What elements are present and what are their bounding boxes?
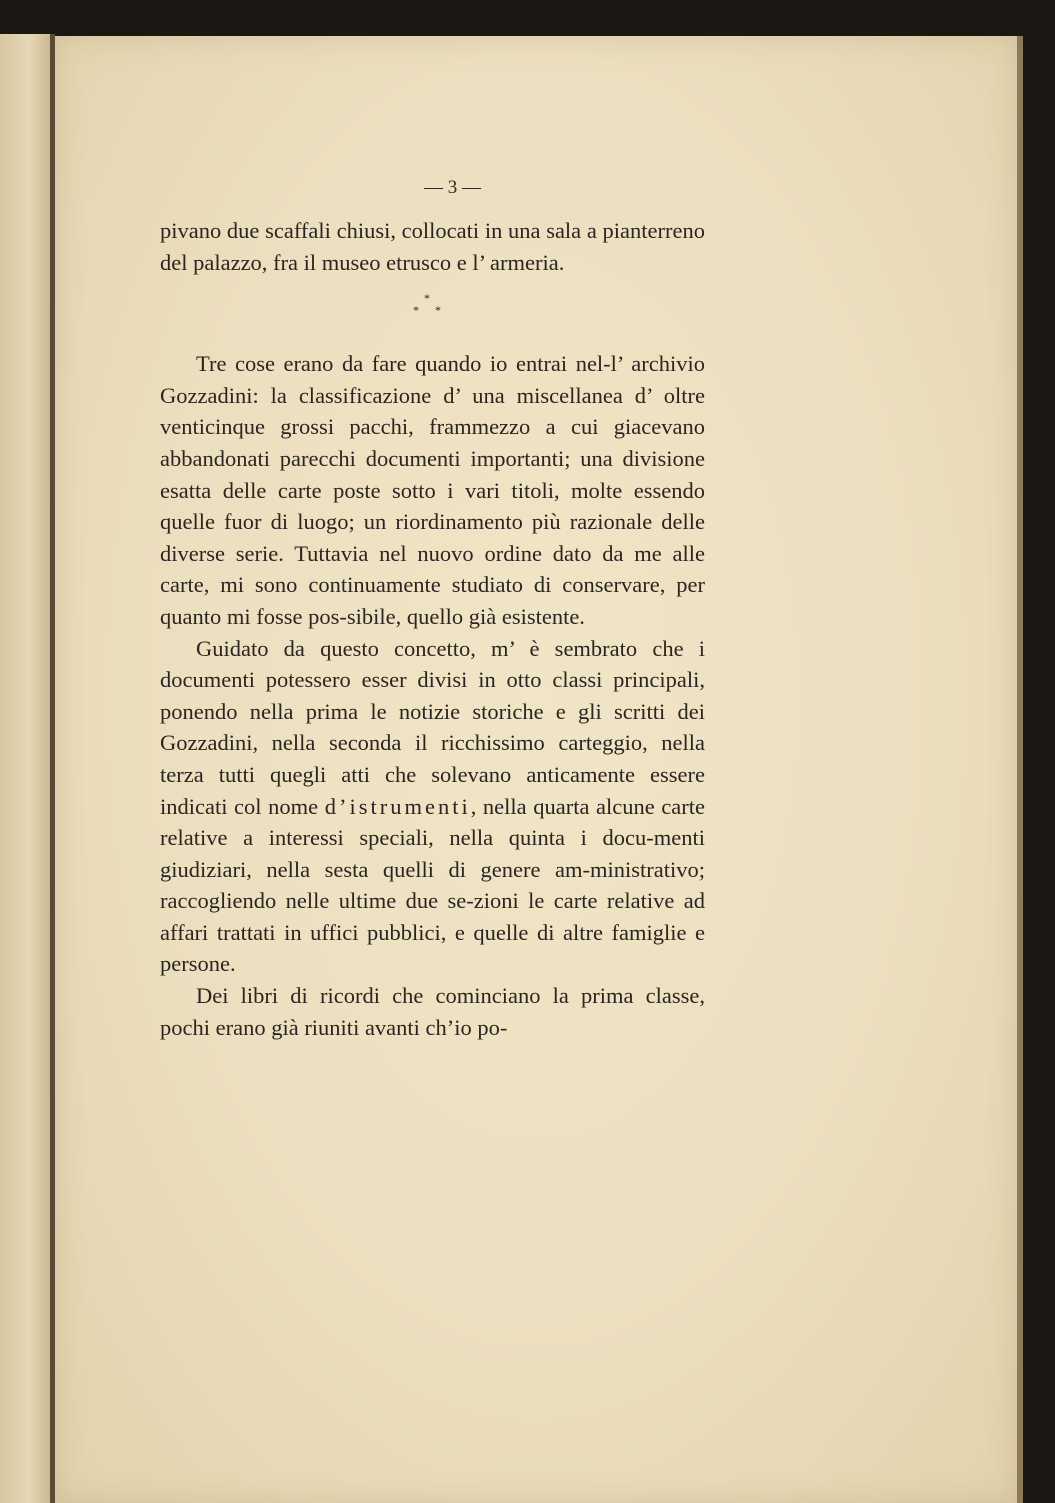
page-text bbox=[160, 174, 705, 1043]
paragraph-3-part-2: , nella quarta alcune carte relative a interessi speciali, nella quinta i docu-menti giudiziari, nella sesta quelli di genere am-ministrativo; raccogliendo nelle ultime due se-zioni le carte relative ad affari trattati in uffici pubblici, e quelle di altre famiglie e persone. bbox=[160, 793, 706, 977]
paragraph-4: Dei libri di ricordi che cominciano la prima classe, pochi erano già riuniti avanti ch’io po- bbox=[160, 983, 705, 1040]
paragraph-1: pivano due scaffali chiusi, collocati in una sala a pianterreno del palazzo, fra il museo etrusco e l’ armeria. bbox=[160, 218, 705, 275]
page-right-edge bbox=[1017, 36, 1023, 1503]
asterism-separator bbox=[160, 278, 705, 348]
paragraph-2: Tre cose erano da fare quando io entrai nel-l’ archivio Gozzadini: la classificazione d’ una miscellanea d’ oltre venticinque grossi pacchi, frammezzo a cui giacevano abbandonati parecchi documenti importanti; una divisione esatta delle carte poste sotto i vari titoli, molte essendo quelle fuor di luogo; un riordinamento più razionale delle diverse serie. Tuttavia nel nuovo ordine dato da me alle carte, mi sono continuamente studiato di conservare, per quanto mi fosse pos-sibile, quello già esistente. bbox=[160, 351, 705, 629]
paragraph-3-part-1: Guidato da questo concetto, m’ è sembrato che i documenti potessero esser divisi in otto classi principali, ponendo nella prima le notizie storiche e gli scritti dei Gozzadini, nella seconda il ricchissimo carteggio, nella terza tutti quegli atti che solevano anticamente essere indicati col nome bbox=[160, 635, 705, 819]
asterism-star-left: * bbox=[413, 303, 419, 318]
asterism-star-right: * bbox=[435, 303, 441, 318]
spaced-term: d’istrumenti bbox=[324, 793, 471, 819]
paragraph-3 bbox=[160, 633, 705, 981]
previous-page-edge bbox=[0, 34, 50, 1503]
page-number: — 3 — bbox=[424, 177, 481, 198]
asterism-star-top: * bbox=[424, 291, 430, 306]
